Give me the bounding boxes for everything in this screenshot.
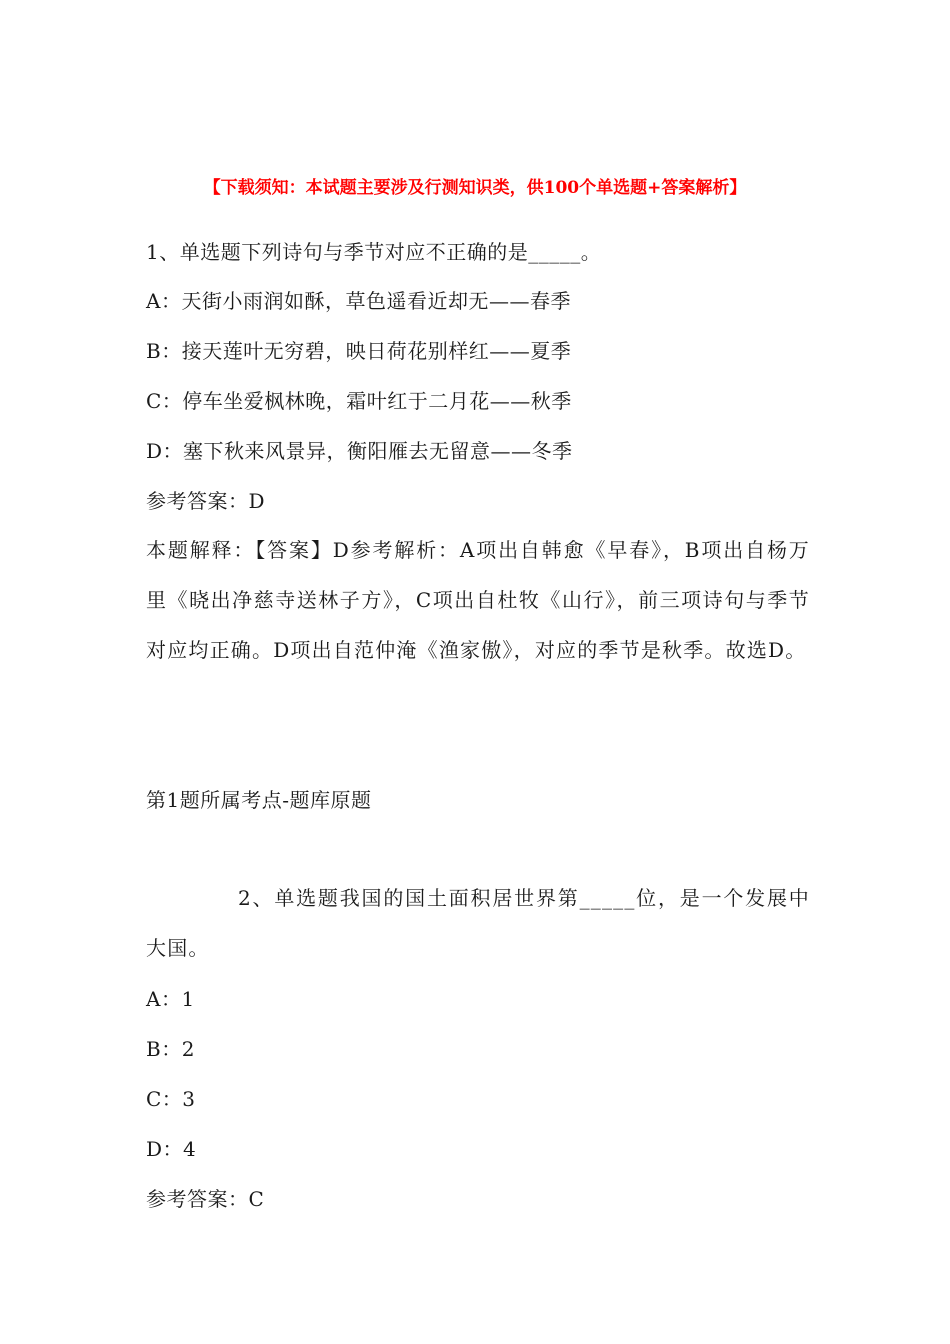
question-1-answer: 参考答案：D: [146, 489, 266, 513]
question-2-option-a: A：1: [146, 987, 195, 1011]
question-2-option-d: D：4: [146, 1137, 197, 1161]
question-1-explanation: 本题解释：【答案】D参考解析：A项出自韩愈《早春》，B项出自杨万里《晓出净慈寺送林子方》，C项出自杜牧《山行》，前三项诗句与季节对应均正确。D项出自范仲淹《渔家傲》，对应的季节是秋季。故选D。: [146, 538, 810, 662]
question-2-answer: 参考答案：C: [146, 1187, 265, 1211]
question-1-option-b: B：接天莲叶无穷碧，映日荷花别样红——夏季: [146, 339, 572, 363]
question-1-option-d: D：塞下秋来风景异，衡阳雁去无留意——冬季: [146, 439, 573, 463]
download-notice: 【下载须知：本试题主要涉及行测知识类，供100个单选题+答案解析】: [203, 178, 747, 198]
question-1-topic: 第1题所属考点-题库原题: [146, 788, 372, 812]
question-2-option-b: B：2: [146, 1037, 195, 1061]
question-1-option-c: C：停车坐爱枫林晚，霜叶红于二月花——秋季: [146, 389, 572, 413]
question-1-stem: 1、单选题下列诗句与季节对应不正确的是_____。: [146, 240, 602, 264]
question-2-option-c: C：3: [146, 1087, 196, 1111]
question-1-option-a: A：天街小雨润如酥，草色遥看近却无——春季: [146, 289, 571, 313]
question-2-stem: 2、单选题我国的国土面积居世界第_____位，是一个发展中大国。: [146, 886, 810, 960]
